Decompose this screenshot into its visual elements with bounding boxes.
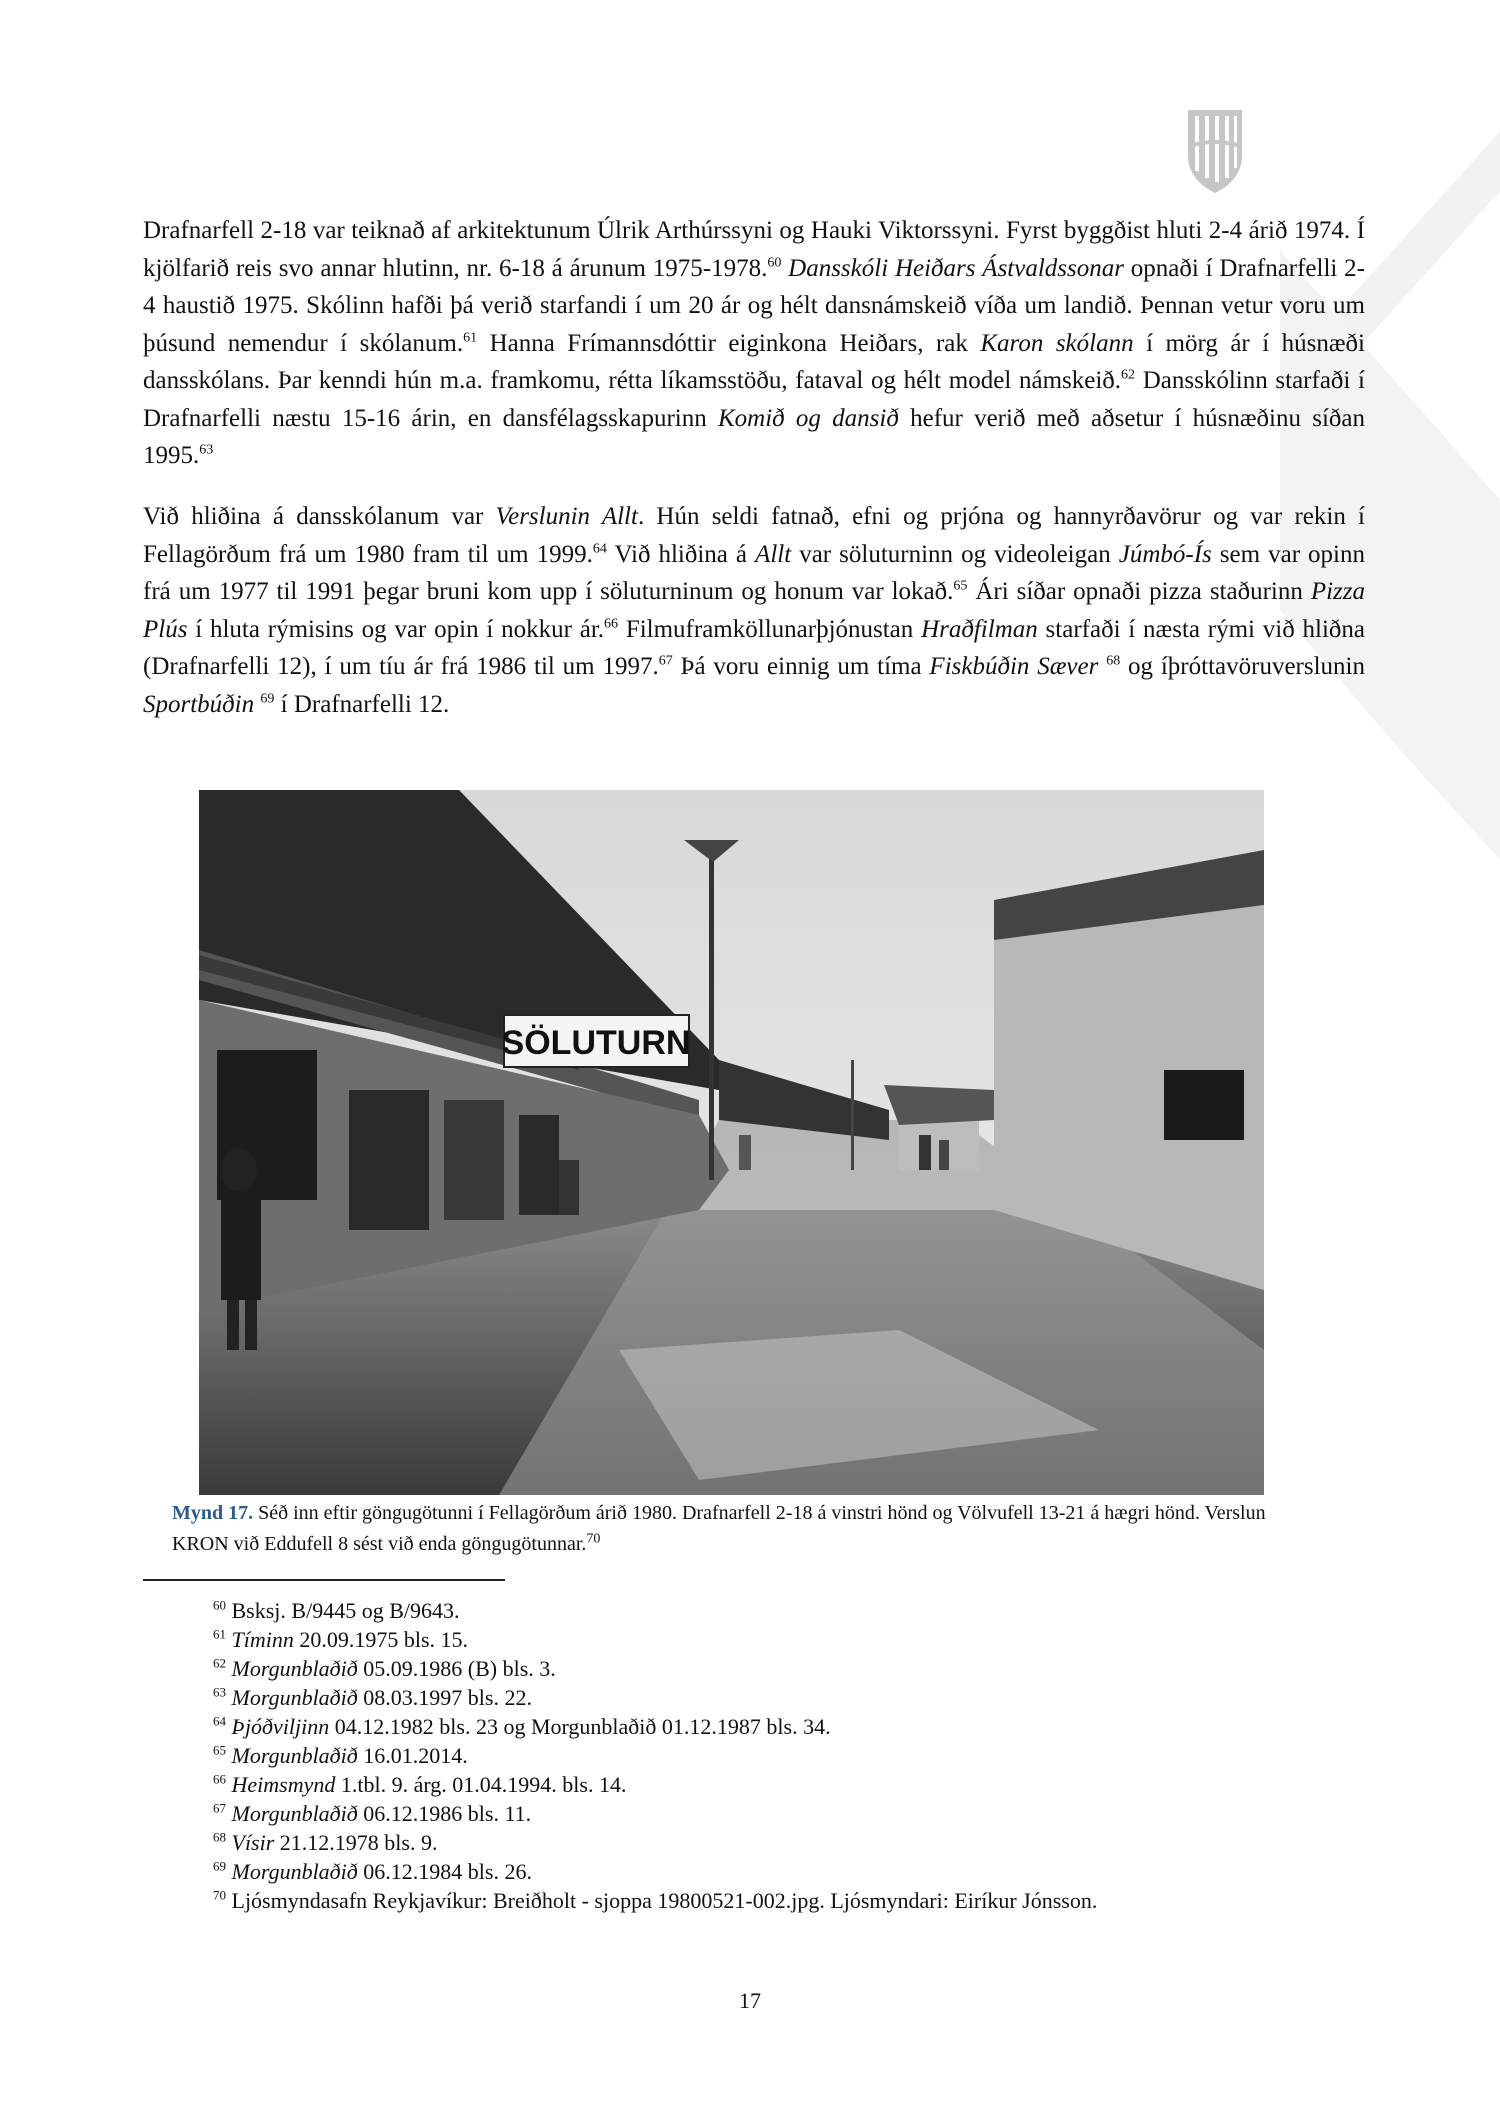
footnote-item: $^{67}$ Morgunblaðið 06.12.1986 bls. 11.	[213, 1800, 532, 1826]
footnote-item: $^{69}$ Morgunblaðið 06.12.1984 bls. 26.	[213, 1858, 532, 1884]
page-number: 17	[739, 1988, 761, 2013]
footnote-ref-61[interactable]: 61	[463, 330, 478, 346]
footnote-item: $^{64}$ Þjóðviljinn 04.12.1982 bls. 23 og Morgunblaðið 01.12.1987 bls. 34.	[213, 1713, 831, 1739]
footnote-ref-62[interactable]: 62	[1121, 367, 1136, 383]
footnote-ref-68[interactable]: 68	[1106, 653, 1121, 669]
footnote-ref-69[interactable]: 69	[260, 691, 275, 707]
footnote-item: $^{60}$ Bsksj. B/9445 og B/9643.	[213, 1597, 460, 1623]
footnote-item: $^{62}$ Morgunblaðið 05.09.1986 (B) bls. 3.	[213, 1655, 556, 1681]
footnote-ref-65[interactable]: 65	[953, 578, 968, 594]
footnote-ref-64[interactable]: 64	[592, 541, 607, 557]
footnote-item: $^{65}$ Morgunblaðið 16.01.2014.	[213, 1742, 468, 1768]
paragraph-2: Við hliðina á dansskólanum var Verslunin Allt. Hún seldi fatnað, efni og prjóna og hannyrðavörur og var rekin í Fellagörðum frá um 1980 fram til um 1999.64 Við hliðina á Allt var söluturninn og videoleigan Júmbó-Ís sem var opinn frá um 1977 til 1991 þegar bruni kom upp í söluturninum og honum var lokað.$^{65}$ Ári síðar opnaði pizza staðurinn Pizza Plús í hluta rýmisins og var opin í nokkur ár.$^{66}$ Filmuframköllunarþjónustan Hraðfilman starfaði í næsta rými við hliðna (Drafnarfelli 12), í um tíu ár frá 1986 til um 1997.67 Þá voru einnig um tíma Fiskbúðin Sæver $^{68}$ og íþróttavöruverslunin Sportbúðin $^{69}$ í Drafnarfelli 12.	[143, 503, 1365, 718]
kiosk-sign: SÖLUTURN	[501, 1024, 691, 1062]
footnote-ref-66[interactable]: 66	[604, 616, 619, 632]
footnote-separator	[143, 1579, 505, 1581]
footnote-ref-63[interactable]: 63	[199, 442, 214, 458]
paragraph-1: Drafnarfell 2-18 var teiknað af arkitektunum Úlrik Arthúrssyni og Hauki Viktorssyni. Fyrst byggðist hluti 2-4 árið 1974. Í kjölfarið reis svo annar hlutinn, nr. 6-18 á árunum 1975-1978.60 Dansskóli Heiðars Ástvaldssonar opnaði í Drafnarfelli 2-4 haustið 1975. Skólinn hafði þá verið starfandi í um 20 ár og hélt dansnámskeið víða um landið. Þennan vetur voru um þúsund nemendur í skólanum.$^{61}$ Hanna Frímannsdóttir eiginkona Heiðars, rak Karon skólann í mörg ár í húsnæði dansskólans. Þar kenndi hún m.a. framkomu, rétta líkamsstöðu, fataval og hélt model námskeið.$^{62}$ Dansskólinn starfaði í Drafnarfelli næstu 15-16 árin, en dansfélagsskapurinn Komið og dansið hefur verið með aðsetur í húsnæðinu síðan 1995.63	[143, 217, 1366, 469]
footnote-item: $^{66}$ Heimsmynd 1.tbl. 9. árg. 01.04.1994. bls. 14.	[213, 1771, 627, 1797]
crest-logo	[1186, 108, 1244, 194]
footnote-list	[213, 1596, 1313, 1915]
figure-caption: Mynd 17. Séð inn eftir göngugötunni í Fellagörðum árið 1980. Drafnarfell 2-18 á vinstri hönd og Völvufell 13-21 á hægri hönd. Verslun KRON við Eddufell 8 sést við enda göngugötunnar.$^{70}$	[172, 1502, 1266, 1555]
footnote-ref-60[interactable]: 60	[767, 255, 782, 271]
footnote-ref-70[interactable]: 70	[586, 1531, 601, 1547]
footnote-ref-67[interactable]: 67	[658, 653, 673, 669]
footnote-item: $^{61}$ Tíminn 20.09.1975 bls. 15.	[213, 1626, 469, 1652]
caption-label: Mynd 17.	[172, 1502, 254, 1524]
street-photograph	[199, 790, 1264, 1495]
footnote-item: $^{70}$ Ljósmyndasafn Reykjavíkur: Breiðholt - sjoppa 19800521-002.jpg. Ljósmyndari: Eiríkur Jónsson.	[213, 1887, 1098, 1913]
footnote-item: $^{68}$ Vísir 21.12.1978 bls. 9.	[213, 1829, 438, 1855]
footnote-item: $^{63}$ Morgunblaðið 08.03.1997 bls. 22.	[213, 1684, 532, 1710]
